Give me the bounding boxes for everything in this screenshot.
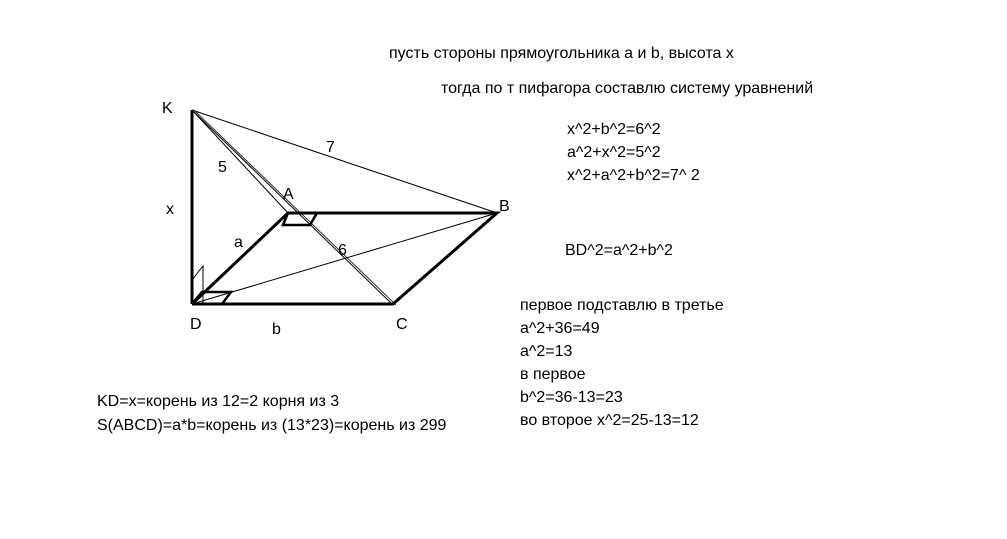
label-vertex-k: K	[162, 100, 173, 117]
label-edge-a: a	[234, 234, 243, 251]
bd-formula: BD^2=a^2+b^2	[565, 242, 673, 259]
equation-2: a^2+x^2=5^2	[567, 144, 661, 161]
equation-3: x^2+a^2+b^2=7^ 2	[567, 167, 700, 184]
intro-line-1: пусть стороны прямоугольника a и b, высота x	[389, 45, 734, 62]
label-edge-x: x	[166, 201, 174, 218]
label-vertex-a: A	[283, 186, 294, 203]
label-length-6: 6	[338, 242, 347, 259]
result-kd: KD=x=корень из 12=2 корня из 3	[97, 393, 340, 410]
label-vertex-b: B	[499, 198, 510, 215]
label-vertex-c: C	[396, 316, 408, 333]
solution-step-4: в первое	[520, 366, 586, 383]
segment-kb	[192, 110, 497, 213]
solution-step-2: a^2+36=49	[520, 320, 600, 337]
result-area: S(ABCD)=a*b=корень из (13*23)=корень из 299	[97, 417, 447, 434]
equation-1: x^2+b^2=6^2	[567, 121, 661, 138]
solution-step-6: во второе x^2=25-13=12	[520, 412, 699, 429]
intro-line-2: тогда по т пифагора составлю систему уравнений	[441, 80, 814, 97]
label-length-5: 5	[218, 159, 227, 176]
segment-ka	[192, 110, 288, 213]
solution-step-3: a^2=13	[520, 343, 573, 360]
label-length-7: 7	[326, 139, 335, 156]
segment-kc-double	[196, 112, 396, 305]
label-edge-b: b	[272, 321, 281, 338]
label-vertex-d: D	[190, 316, 202, 333]
solution-step-1: первое подставлю в третье	[520, 297, 724, 314]
solution-step-5: b^2=36-13=23	[520, 389, 623, 406]
